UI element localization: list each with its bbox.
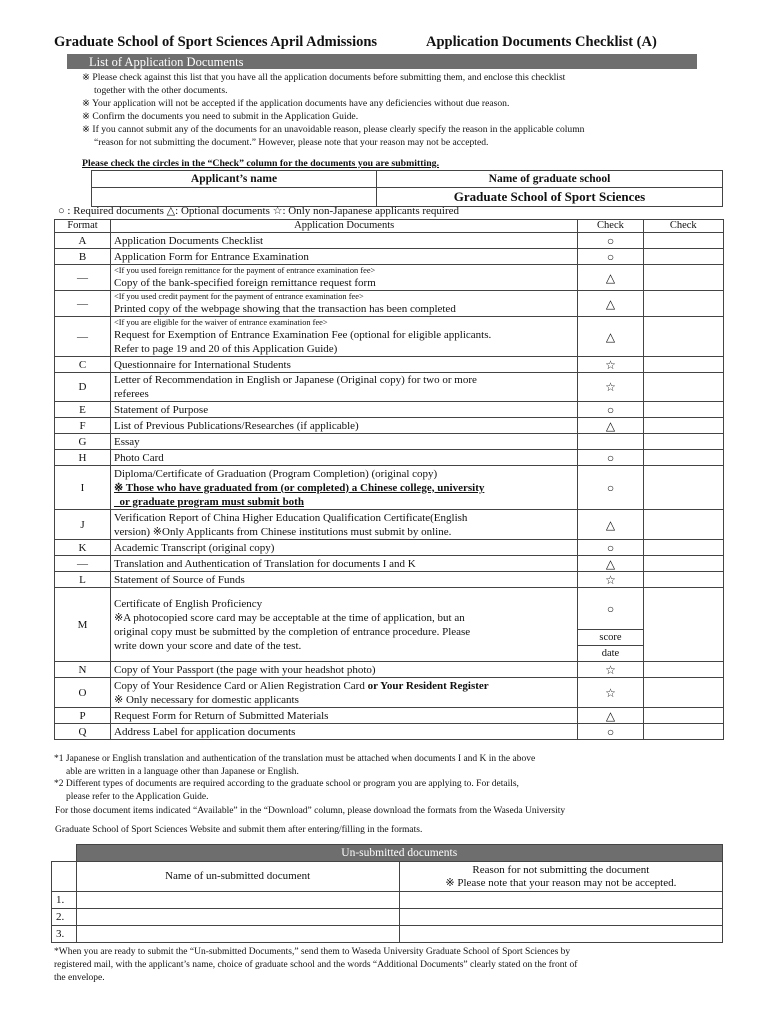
row-document: Essay [111, 434, 578, 450]
row-check-box[interactable] [643, 402, 723, 418]
note-1-cont: together with the other documents. [94, 85, 228, 96]
row-document: Statement of Purpose [111, 402, 578, 418]
row-format: M [55, 588, 111, 662]
unsub-corner [52, 845, 77, 862]
row-check-box[interactable] [643, 450, 723, 466]
row-document [111, 588, 578, 662]
row-format: A [55, 233, 111, 249]
table-row [55, 678, 724, 708]
row-format: G [55, 434, 111, 450]
row-check-symbol[interactable]: ○ [578, 724, 643, 740]
row-check-symbol[interactable] [578, 434, 643, 450]
unsub-name-field[interactable] [76, 925, 399, 942]
row-format: O [55, 678, 111, 708]
row-document-text: Request for Exemption of Entrance Examination Fee (optional for eligible applicants. [114, 328, 492, 341]
row-check-symbol[interactable]: ○ [578, 402, 643, 418]
row-document-text-3: original copy must be submitted by the completion of entrance procedure. Please [114, 625, 471, 638]
row-document-text-3: or graduate program must submit both [114, 495, 304, 508]
score-label: score [578, 630, 643, 646]
row-check-symbol[interactable]: △ [578, 708, 643, 724]
row-document-text-2: ※A photocopied score card may be acceptable at the time of application, but an [114, 611, 465, 624]
row-document-bold: or Your Resident Register [367, 679, 489, 692]
row-format: ― [55, 317, 111, 357]
row-check-symbol[interactable]: ☆ [578, 662, 643, 678]
row-check-box[interactable] [643, 233, 723, 249]
row-condition: <If you used foreign remittance for the payment of entrance examination fee> [114, 265, 376, 275]
final-note-1: *When you are ready to submit the “Un-submitted Documents,” send them to Waseda University Graduate School of Sport Sciences by [54, 947, 571, 957]
table-row [55, 373, 724, 402]
unsubmitted-bar: Un-submitted documents [76, 845, 723, 862]
row-document-text-2: ※ Only necessary for domestic applicants [114, 693, 299, 706]
row-check-symbol[interactable]: ○ [578, 466, 643, 510]
table-row [55, 265, 724, 291]
row-document: Questionnaire for International Students [111, 357, 578, 373]
table-row [55, 402, 724, 418]
row-check-symbol[interactable]: △ [578, 291, 643, 317]
row-document-text: Verification Report of China Higher Education Qualification Certificate(English [114, 511, 468, 524]
school-name-value: Graduate School of Sport Sciences [377, 188, 723, 207]
unsub-name-header: Name of un-submitted document [76, 861, 399, 891]
row-document: List of Previous Publications/Researches (if applicable) [111, 418, 578, 434]
row-check-symbol[interactable]: ○ [578, 588, 643, 630]
table-row [55, 724, 724, 740]
unsub-corner-2 [52, 861, 77, 891]
note-1: ※ Please check against this list that you have all the application documents before submitting them, and enclose this checklist [82, 72, 566, 83]
row-check-box[interactable] [643, 249, 723, 265]
row-check-box[interactable] [643, 540, 723, 556]
documents-table [54, 219, 724, 740]
table-row [55, 466, 724, 510]
row-document: Academic Transcript (original copy) [111, 540, 578, 556]
page-title [54, 34, 694, 54]
school-name-header: Name of graduate school [377, 171, 723, 188]
row-document: Address Label for application documents [111, 724, 578, 740]
final-note-3: the envelope. [54, 973, 105, 983]
row-document-text-2: ※ Those who have graduated from (or completed) a Chinese college, university [114, 481, 485, 494]
row-check-symbol[interactable]: ○ [578, 233, 643, 249]
row-format: N [55, 662, 111, 678]
row-document [111, 317, 578, 357]
row-check-symbol[interactable]: ☆ [578, 357, 643, 373]
footnote-1-cont: able are written in a language other than Japanese or English. [66, 766, 299, 777]
row-format: K [55, 540, 111, 556]
row-document: Request Form for Return of Submitted Materials [111, 708, 578, 724]
row-format: ― [55, 556, 111, 572]
row-document-text: Letter of Recommendation in English or Japanese (Original copy) for two or more [114, 374, 477, 386]
row-document-text-2: referees [114, 388, 149, 400]
final-note [54, 946, 714, 985]
row-document: Photo Card [111, 450, 578, 466]
row-check-symbol[interactable]: ☆ [578, 572, 643, 588]
row-check-symbol[interactable]: ☆ [578, 678, 643, 708]
symbol-legend: ○ : Required documents △: Optional documents ☆: Only non-Japanese applicants required [58, 205, 460, 217]
title-checklist: Application Documents Checklist (A) [426, 34, 657, 50]
applicant-table [91, 170, 723, 207]
table-row [55, 418, 724, 434]
row-check-symbol[interactable]: △ [578, 510, 643, 540]
row-format: B [55, 249, 111, 265]
row-document: Translation and Authentication of Translation for documents I and K [111, 556, 578, 572]
row-check-box[interactable] [643, 708, 723, 724]
row-document-text-2: Refer to page 19 and 20 of this Application Guide) [114, 342, 338, 355]
unsub-reason-header-2: ※ Please note that your reason may not be accepted. [445, 876, 677, 889]
row-check-box[interactable] [643, 572, 723, 588]
download-note-2: Graduate School of Sport Sciences Website and submit them after entering/filling in the formats. [55, 825, 423, 835]
row-document-text: Certificate of English Proficiency [114, 597, 263, 610]
unsub-reason-header [399, 861, 722, 891]
row-format: L [55, 572, 111, 588]
row-document [111, 510, 578, 540]
note-3: ※ Confirm the documents you need to submit in the Application Guide. [82, 111, 359, 122]
table-row [55, 317, 724, 357]
row-check-box[interactable] [643, 373, 723, 402]
row-check-box[interactable] [643, 265, 723, 291]
table-row [55, 572, 724, 588]
row-check-box[interactable] [643, 317, 723, 357]
row-format: P [55, 708, 111, 724]
notes-block [82, 71, 712, 149]
row-document-text: Copy of Your Residence Card or Alien Registration Card [114, 679, 368, 692]
row-document [111, 265, 578, 291]
row-document [111, 291, 578, 317]
note-4-cont: “reason for not submitting the document.” However, please note that your reason may not be accepted. [94, 137, 489, 148]
unsub-reason-field[interactable] [399, 891, 722, 908]
check-header-2: Check [643, 220, 723, 233]
row-format: H [55, 450, 111, 466]
note-2: ※ Your application will not be accepted if the application documents have any deficiencies without due reason. [82, 98, 510, 109]
footnote-2: *2 Different types of documents are required according to the graduate school or program you are applying to. For details, [54, 779, 519, 789]
row-check-box[interactable] [643, 588, 723, 662]
row-check-symbol[interactable]: ○ [578, 450, 643, 466]
unsub-row-number: 2. [52, 908, 77, 925]
row-format: C [55, 357, 111, 373]
footnotes [54, 753, 714, 803]
table-row [55, 588, 724, 630]
row-document [111, 373, 578, 402]
row-document-text: Printed copy of the webpage showing that the transaction has been completed [114, 302, 456, 315]
row-document-text-2: version) ※Only Applicants from Chinese institutions must submit by online. [114, 525, 452, 538]
table-row [55, 357, 724, 373]
title-admissions: Graduate School of Sport Sciences April Admissions [54, 34, 378, 50]
table-row [55, 434, 724, 450]
row-check-box[interactable] [643, 466, 723, 510]
note-4: ※ If you cannot submit any of the documents for an unavoidable reason, please clearly specify the reason in the applicable column [82, 124, 585, 135]
row-document: Application Form for Entrance Examination [111, 249, 578, 265]
row-format: D [55, 373, 111, 402]
unsub-name-field[interactable] [76, 908, 399, 925]
row-check-box[interactable] [643, 662, 723, 678]
row-check-symbol[interactable]: △ [578, 265, 643, 291]
documents-table-header [55, 220, 724, 233]
row-check-box[interactable] [643, 357, 723, 373]
row-check-box[interactable] [643, 291, 723, 317]
row-condition: <If you are eligible for the waiver of entrance examination fee> [114, 317, 328, 327]
table-row [55, 708, 724, 724]
table-row [55, 510, 724, 540]
final-note-2: registered mail, with the applicant’s name, choice of graduate school and the words “Additional Documents” clearly stated on the front of [54, 960, 578, 970]
row-check-box[interactable] [643, 418, 723, 434]
table-row [55, 556, 724, 572]
table-row [55, 291, 724, 317]
table-row [55, 540, 724, 556]
unsubmitted-table [51, 844, 723, 943]
row-check-symbol[interactable]: ☆ [578, 373, 643, 402]
unsub-reason-field[interactable] [399, 925, 722, 942]
download-note-1: For those document items indicated “Available” in the “Download” column, please download the formats from the Waseda University [55, 806, 566, 816]
table-row [55, 450, 724, 466]
row-format: J [55, 510, 111, 540]
row-check-box[interactable] [643, 724, 723, 740]
documents-header: Application Documents [111, 220, 578, 233]
row-format: E [55, 402, 111, 418]
row-format: ― [55, 265, 111, 291]
row-format: F [55, 418, 111, 434]
unsub-name-field[interactable] [76, 891, 399, 908]
check-instruction: Please check the circles in the “Check” column for the documents you are submitting. [82, 158, 440, 169]
row-check-symbol[interactable]: ○ [578, 540, 643, 556]
row-document-text: Copy of the bank-specified foreign remittance request form [114, 276, 376, 289]
format-header: Format [55, 220, 111, 233]
applicant-name-header: Applicant’s name [92, 171, 377, 188]
list-of-documents-bar: List of Application Documents [67, 54, 697, 69]
row-document: Statement of Source of Funds [111, 572, 578, 588]
row-document: Copy of Your Passport (the page with your headshot photo) [111, 662, 578, 678]
table-row [55, 662, 724, 678]
footnote-2-cont: please refer to the Application Guide. [66, 791, 209, 802]
row-check-box[interactable] [643, 678, 723, 708]
row-format: I [55, 466, 111, 510]
row-check-box[interactable] [643, 434, 723, 450]
row-condition: <If you used credit payment for the payment of entrance examination fee> [114, 291, 364, 301]
row-format: ― [55, 291, 111, 317]
date-label: date [578, 646, 643, 662]
row-check-symbol[interactable]: △ [578, 418, 643, 434]
row-document-text: Diploma/Certificate of Graduation (Program Completion) (original copy) [114, 467, 438, 480]
row-document: Application Documents Checklist [111, 233, 578, 249]
row-document-text-4: write down your score and date of the test. [114, 639, 302, 652]
unsub-row-number: 1. [52, 891, 77, 908]
row-format: Q [55, 724, 111, 740]
row-check-box[interactable] [643, 510, 723, 540]
footnote-1: *1 Japanese or English translation and authentication of the translation must be attached when documents I and K in the above [54, 754, 536, 764]
unsub-row-number: 3. [52, 925, 77, 942]
table-row [55, 233, 724, 249]
row-check-symbol[interactable]: ○ [578, 249, 643, 265]
table-row [55, 249, 724, 265]
check-header-1: Check [578, 220, 643, 233]
unsub-reason-field[interactable] [399, 908, 722, 925]
unsub-reason-header-1: Reason for not submitting the document [472, 863, 650, 876]
row-document [111, 466, 578, 510]
row-check-symbol[interactable]: △ [578, 556, 643, 572]
row-check-symbol[interactable]: △ [578, 317, 643, 357]
row-document [111, 678, 578, 708]
row-check-box[interactable] [643, 556, 723, 572]
